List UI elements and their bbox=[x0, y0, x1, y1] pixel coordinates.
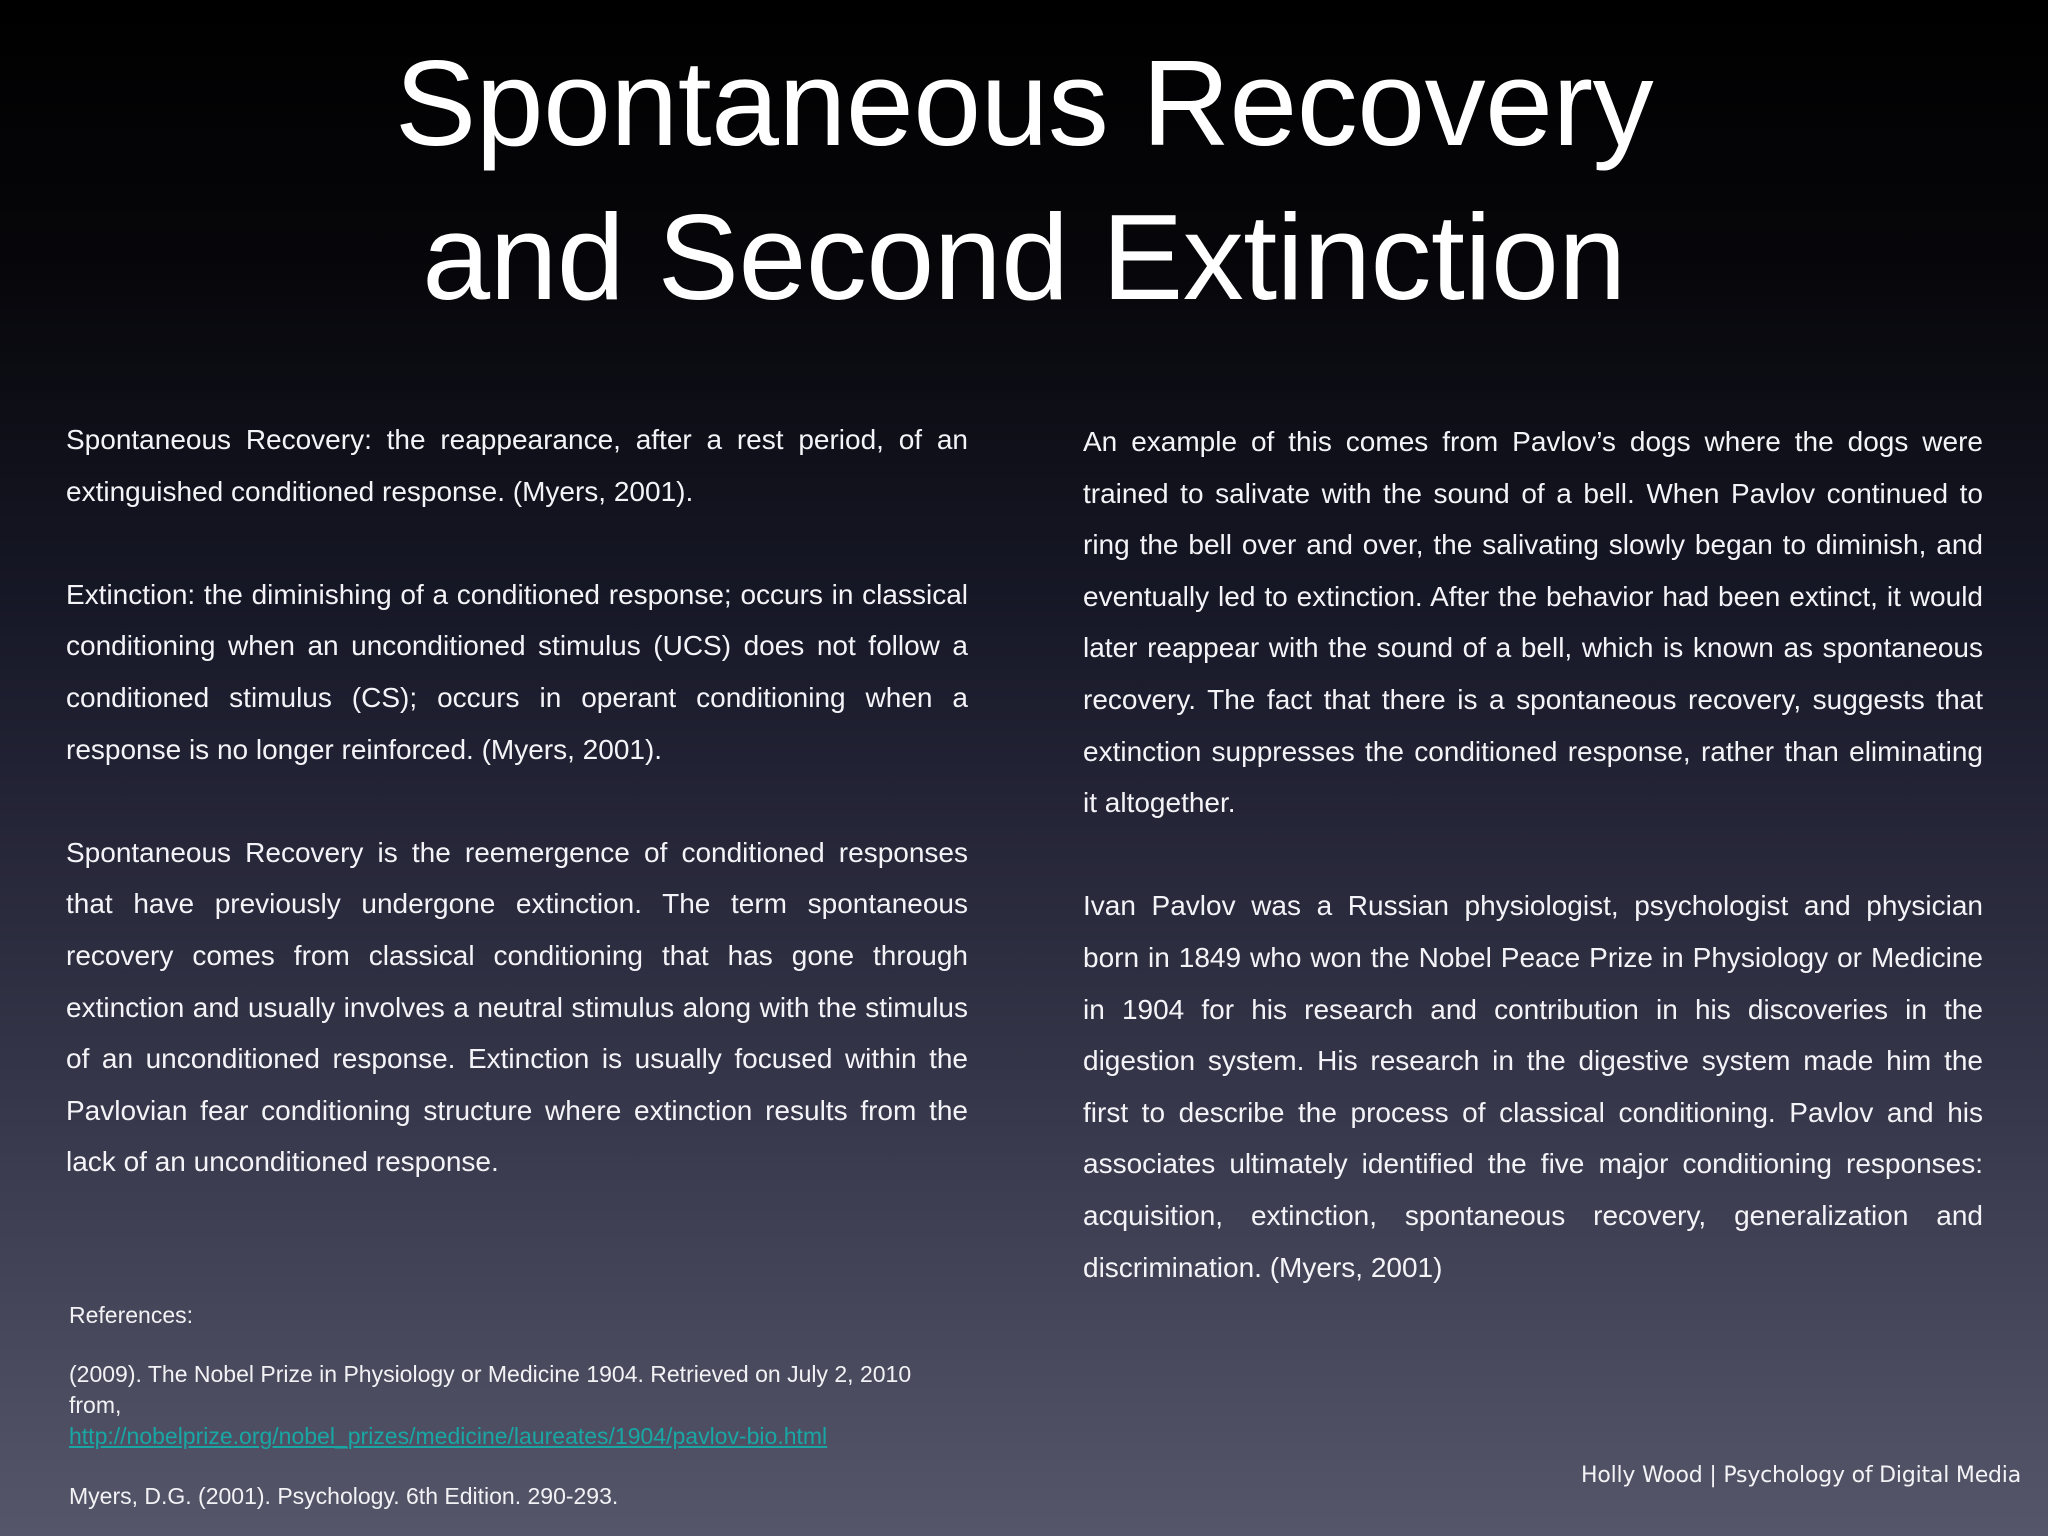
pavlov-dogs-example: An example of this comes from Pavlov’s dogs where the dogs were trained to salivate with the sound of a bell. When Pavlov continued to ring the bell over and over, the salivating slowly began to diminish, and eventually led to extinction. After the behavior had been extinct, it would later reappear with the sound of a bell, which is known as spontaneous recovery. The fact that there is a spontaneous recovery, suggests that extinction suppresses the conditioned response, rather than eliminating it altogether. bbox=[1083, 426, 1983, 819]
left-text-column bbox=[66, 414, 968, 1188]
nobel-prize-reference-text: (2009). The Nobel Prize in Physiology or Medicine 1904. Retrieved on July 2, 2010 from, bbox=[69, 1361, 912, 1418]
nobel-prize-reference-link[interactable]: http://nobelprize.org/nobel_prizes/medicine/laureates/1904/pavlov-bio.html bbox=[69, 1423, 828, 1449]
spontaneous-recovery-definition: Spontaneous Recovery: the reappearance, after a rest period, of an extinguished conditioned response. (Myers, 2001). bbox=[66, 424, 968, 507]
pavlov-biography: Ivan Pavlov was a Russian physiologist, psychologist and physician born in 1849 who won the Nobel Peace Prize in Physiology or Medicine in 1904 for his research and contribution in his discoveries in the digestion system. His research in the digestive system made him the first to describe the process of classical conditioning. Pavlov and his associates ultimately identified the five major conditioning responses: acquisition, extinction, spontaneous recovery, generalization and discrimination. (Myers, 2001) bbox=[1083, 890, 1983, 1283]
myers-reference: Myers, D.G. (2001). Psychology. 6th Edition. 290-293. bbox=[69, 1483, 619, 1509]
references-heading: References: bbox=[69, 1302, 194, 1328]
spontaneous-recovery-explanation: Spontaneous Recovery is the reemergence of conditioned responses that have previously undergone extinction. The term spontaneous recovery comes from classical conditioning that has gone through extinction and usually involves a neutral stimulus along with the stimulus of an unconditioned response. Extinction is usually focused within the Pavlovian fear conditioning structure where extinction results from the lack of an unconditioned response. bbox=[66, 836, 968, 1178]
nobel-prize-reference bbox=[69, 1359, 969, 1452]
paragraph-spacer bbox=[1083, 829, 1983, 881]
slide-title-line-1: Spontaneous Recovery bbox=[394, 35, 1654, 171]
right-text-column bbox=[1083, 416, 1983, 1293]
slide-title-line-2: and Second Extinction bbox=[422, 189, 1626, 325]
extinction-definition: Extinction: the diminishing of a conditioned response; occurs in classical conditioning when an unconditioned stimulus (UCS) does not follow a conditioned stimulus (CS); occurs in operant conditioning when a response is no longer reinforced. (Myers, 2001). bbox=[66, 578, 968, 765]
slide-title bbox=[224, 26, 1824, 334]
references-section bbox=[69, 1300, 969, 1512]
paragraph-spacer bbox=[66, 775, 968, 827]
author-credit: Holly Wood | Psychology of Digital Media bbox=[1580, 1463, 2021, 1488]
paragraph-spacer bbox=[66, 517, 968, 569]
